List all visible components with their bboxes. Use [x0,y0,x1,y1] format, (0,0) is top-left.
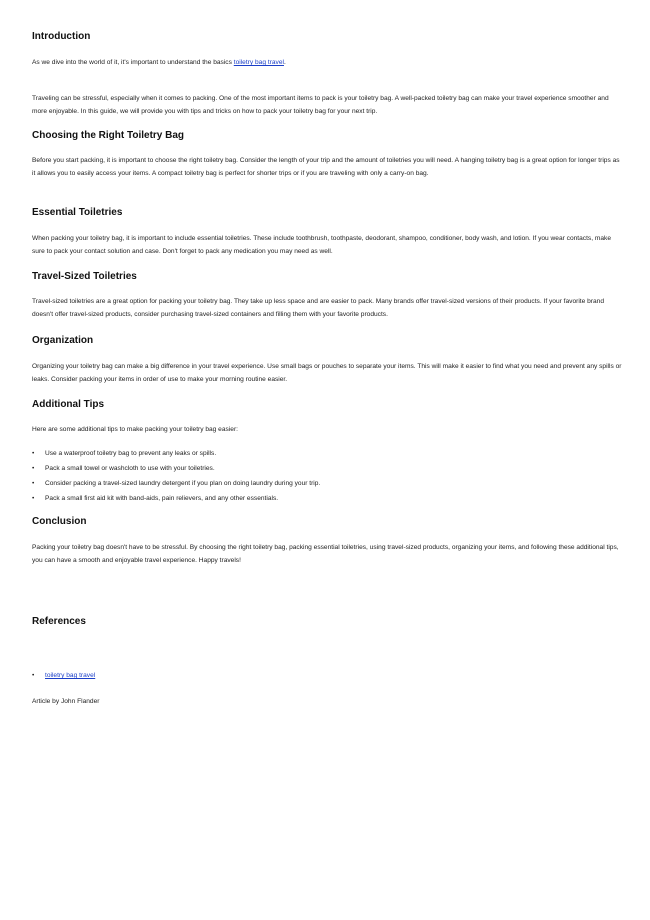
choosing-paragraph: Before you start packing, it is important to choose the right toiletry bag. Consider the length of your trip and the amount of toiletries you will need. A hanging toiletry bag is a great option for longer trips as it allows you to easily access your items. A compact toiletry bag is perfect for shorter trips or if you are traveling with only a carry-on bag. [32,157,620,177]
heading-travel-sized: Travel-Sized Toiletries [32,271,137,282]
tips-intro-paragraph: Here are some additional tips to make packing your toiletry bag easier: [32,426,238,433]
heading-choosing: Choosing the Right Toiletry Bag [32,130,185,141]
list-item-text: Use a waterproof toiletry bag to prevent any leaks or spills. [45,450,217,457]
heading-essential: Essential Toiletries [32,207,123,218]
byline: Article by John Flander [32,698,100,705]
list-item [32,491,622,506]
list-item-text: Pack a small towel or washcloth to use with your toiletries. [45,465,215,472]
intro-lead-end: . [283,59,286,66]
list-item [32,446,622,461]
toiletry-bag-travel-link[interactable]: toiletry bag travel [233,59,284,66]
bullet-icon: • [32,672,35,679]
list-item [32,476,622,491]
intro-lead-text: As we dive into the world of it, it's important to understand the basics [32,59,234,66]
bullet-icon: • [32,480,35,487]
heading-conclusion: Conclusion [32,516,87,527]
organization-paragraph: Organizing your toiletry bag can make a big difference in your travel experience. Use small bags or pouches to separate your items. This will make it easier to find what you need and prevent any spills or leaks. Consider packing your items in order of use to make your morning routine easier. [32,363,622,383]
essential-paragraph: When packing your toiletry bag, it is important to include essential toiletries. These include toothbrush, toothpaste, deodorant, shampoo, conditioner, body wash, and lotion. If you wear contacts, make sure to pack your contact solution and case. Don't forget to pack any medication you may need as well. [32,235,611,255]
bullet-icon: • [32,495,35,502]
travel-sized-paragraph: Travel-sized toiletries are a great option for packing your toiletry bag. They take up less space and are easier to pack. Many brands offer travel-sized versions of their products. If your favorite brand doesn't offer travel-sized products, consider purchasing travel-sized containers and filling them with your favorite products. [32,298,604,318]
references-list [32,668,622,683]
tips-list [32,446,622,506]
reference-item [32,668,622,683]
conclusion-paragraph: Packing your toiletry bag doesn't have to be stressful. By choosing the right toiletry bag, packing essential toiletries, using travel-sized products, organizing your items, and following these additional tips, you can have a smooth and enjoyable travel experience. Happy travels! [32,544,619,564]
intro-lead-paragraph [32,57,622,70]
heading-references: References [32,616,86,627]
heading-additional-tips: Additional Tips [32,399,105,410]
intro-body-paragraph: Traveling can be stressful, especially when it comes to packing. One of the most important items to pack is your toiletry bag. A well-packed toiletry bag can make your travel experience smoother and more enjoyable. In this guide, we will provide you with tips and tricks on how to pack your toiletry bag for your next trip. [32,95,609,115]
heading-organization: Organization [32,335,94,346]
list-item-text: Consider packing a travel-sized laundry detergent if you plan on doing laundry during your trip. [45,480,321,487]
list-item-text: Pack a small first aid kit with band-aids, pain relievers, and any other essentials. [45,495,279,502]
bullet-icon: • [32,465,35,472]
bullet-icon: • [32,450,35,457]
list-item [32,461,622,476]
reference-link[interactable]: toiletry bag travel [45,672,96,679]
heading-introduction: Introduction [32,31,91,42]
